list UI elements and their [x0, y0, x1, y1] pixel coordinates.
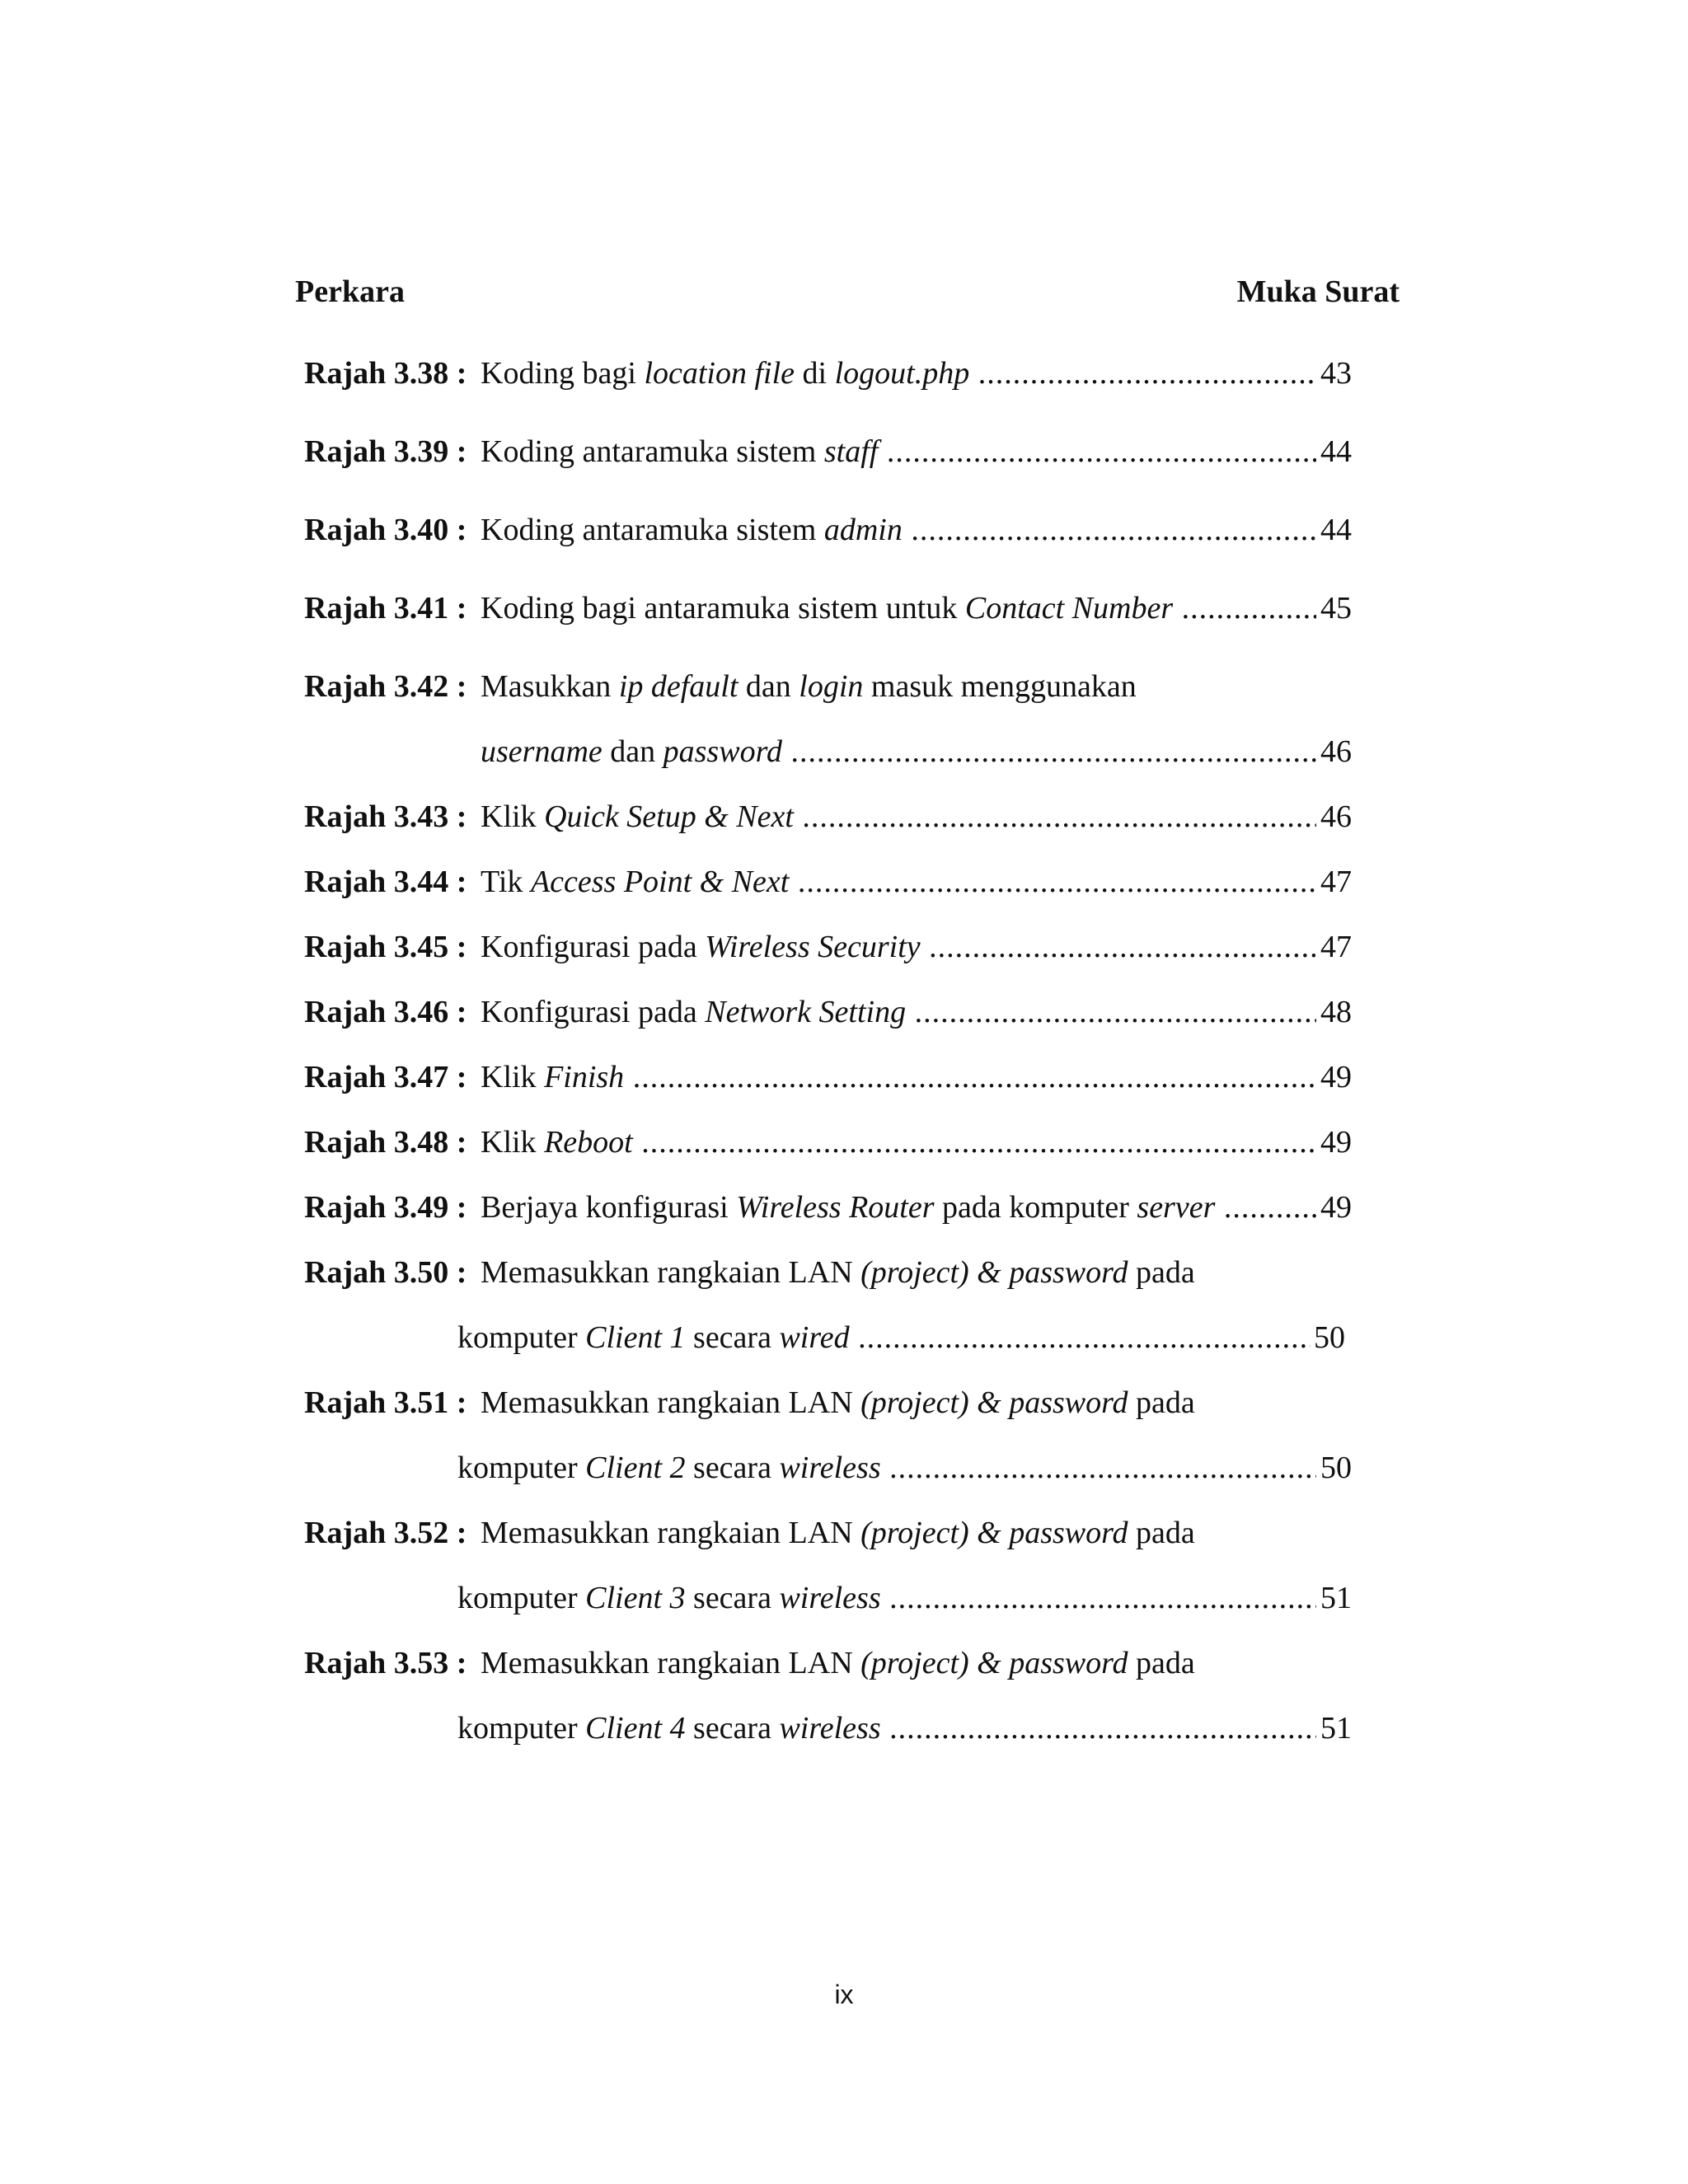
title-text: pada	[1128, 1646, 1195, 1680]
page-reference: 47	[1320, 865, 1352, 899]
figure-title	[481, 857, 1316, 907]
toc-entry	[0, 1118, 1688, 1183]
header-muka-surat: Muka Surat	[1236, 274, 1400, 309]
title-text: dan	[602, 734, 663, 769]
italic-term: password	[663, 734, 782, 769]
italic-term: Quick Setup & Next	[544, 799, 794, 834]
toc-entry	[0, 922, 1688, 987]
figure-label: Rajah 3.44 :	[304, 865, 467, 899]
italic-term: wireless	[779, 1451, 881, 1485]
page-reference: 51	[1320, 1711, 1352, 1746]
figure-title	[481, 727, 1316, 776]
figure-title	[481, 922, 1316, 972]
italic-term: Client 4	[585, 1711, 686, 1746]
toc-entry	[0, 583, 1688, 662]
toc-entry	[0, 1052, 1688, 1118]
italic-term: Finish	[544, 1060, 625, 1094]
page-reference: 44	[1320, 513, 1352, 547]
figure-label: Rajah 3.46 :	[304, 995, 467, 1029]
italic-term: wireless	[779, 1711, 881, 1746]
figure-list	[0, 349, 1688, 1769]
title-text: Memasukkan rangkaian LAN	[481, 1516, 861, 1550]
figure-label: Rajah 3.39 :	[304, 434, 467, 469]
toc-entry	[0, 505, 1688, 583]
toc-entry	[0, 987, 1688, 1052]
figure-title	[457, 1313, 1311, 1362]
page-reference: 46	[1320, 734, 1352, 769]
title-text: komputer	[457, 1320, 586, 1355]
figure-title	[481, 987, 1316, 1037]
figure-label: Rajah 3.52 :	[304, 1516, 467, 1550]
toc-entry	[0, 1638, 1688, 1769]
italic-term: wired	[779, 1320, 850, 1355]
toc-line	[0, 505, 1688, 583]
figure-label: Rajah 3.41 :	[304, 591, 467, 626]
title-text: dan	[738, 669, 799, 704]
page-reference: 50	[1314, 1320, 1345, 1355]
figure-title	[481, 1118, 1316, 1167]
toc-entry	[0, 1183, 1688, 1248]
italic-term: (project) & password	[860, 1255, 1128, 1290]
title-text: Konfigurasi pada	[481, 995, 706, 1029]
title-text: pada komputer	[934, 1190, 1137, 1225]
italic-term: Client 2	[585, 1451, 686, 1485]
title-text: Berjaya konfigurasi	[481, 1190, 737, 1225]
italic-term: location file	[644, 356, 795, 391]
italic-term: server	[1137, 1190, 1216, 1225]
figure-title	[481, 662, 1137, 711]
toc-entry	[0, 1248, 1688, 1378]
italic-term: admin	[823, 513, 903, 547]
title-text: secara	[685, 1451, 780, 1485]
figure-title	[457, 1443, 1316, 1493]
page-reference: 49	[1320, 1060, 1352, 1094]
page-reference: 44	[1320, 434, 1352, 469]
toc-entry	[0, 792, 1688, 857]
toc-line	[0, 1248, 1688, 1313]
title-text: secara	[685, 1711, 780, 1746]
italic-term: wireless	[779, 1581, 881, 1615]
figure-label: Rajah 3.38 :	[304, 356, 467, 391]
toc-line	[0, 662, 1688, 727]
italic-term: Wireless Router	[736, 1190, 935, 1225]
title-text: pada	[1128, 1255, 1195, 1290]
figure-title	[481, 1508, 1195, 1558]
title-text: pada	[1128, 1516, 1195, 1550]
figure-title	[481, 792, 1316, 841]
title-text: Memasukkan rangkaian LAN	[481, 1255, 861, 1290]
page-reference: 43	[1320, 356, 1352, 391]
toc-line	[0, 1052, 1688, 1118]
toc-line	[0, 1118, 1688, 1183]
italic-term: Network Setting	[705, 995, 907, 1029]
title-text: komputer	[457, 1451, 586, 1485]
italic-term: (project) & password	[860, 1385, 1128, 1420]
figure-title	[481, 1052, 1316, 1102]
italic-term: Client 3	[585, 1581, 686, 1615]
toc-line	[0, 349, 1688, 427]
figure-label: Rajah 3.47 :	[304, 1060, 467, 1094]
toc-header	[295, 274, 1400, 315]
page-number: ix	[834, 1980, 854, 2009]
title-text: Koding bagi	[481, 356, 645, 391]
figure-title	[481, 1248, 1195, 1297]
italic-term: staff	[823, 434, 879, 469]
figure-label: Rajah 3.40 :	[304, 513, 467, 547]
toc-entry	[0, 349, 1688, 427]
page-reference: 47	[1320, 930, 1352, 964]
figure-label: Rajah 3.53 :	[304, 1646, 467, 1680]
page-reference: 49	[1320, 1190, 1352, 1225]
toc-line	[0, 427, 1688, 505]
title-text: Klik	[481, 1125, 545, 1160]
toc-line	[0, 1638, 1688, 1704]
toc-line	[0, 727, 1688, 792]
title-text: komputer	[457, 1711, 586, 1746]
title-text: secara	[685, 1320, 780, 1355]
italic-term: username	[481, 734, 603, 769]
figure-title	[481, 349, 1316, 398]
figure-title	[481, 1183, 1316, 1232]
title-text: di	[795, 356, 835, 391]
italic-term: Reboot	[544, 1125, 633, 1160]
page-reference: 45	[1320, 591, 1352, 626]
figure-title	[481, 583, 1316, 633]
title-text: Konfigurasi pada	[481, 930, 706, 964]
page-reference: 51	[1320, 1581, 1352, 1615]
title-text: Tik	[481, 865, 531, 899]
title-text: pada	[1128, 1385, 1195, 1420]
toc-line	[0, 1183, 1688, 1248]
figure-label: Rajah 3.49 :	[304, 1190, 467, 1225]
toc-entry	[0, 427, 1688, 505]
italic-term: logout.php	[834, 356, 970, 391]
title-text: secara	[685, 1581, 780, 1615]
toc-line	[0, 857, 1688, 922]
figure-label: Rajah 3.42 :	[304, 669, 467, 704]
page-reference: 50	[1320, 1451, 1352, 1485]
italic-term: Access Point & Next	[530, 865, 790, 899]
title-text: Koding antaramuka sistem	[481, 513, 824, 547]
title-text: Klik	[481, 799, 545, 834]
italic-term: login	[799, 669, 864, 704]
figure-title	[457, 1573, 1316, 1623]
toc-entry	[0, 1378, 1688, 1508]
figure-title	[457, 1704, 1316, 1753]
italic-term: Wireless Security	[705, 930, 921, 964]
toc-line	[0, 583, 1688, 662]
toc-line	[0, 987, 1688, 1052]
figure-label: Rajah 3.45 :	[304, 930, 467, 964]
italic-term: (project) & password	[860, 1646, 1128, 1680]
title-text: Koding bagi antaramuka sistem untuk	[481, 591, 965, 626]
toc-entry	[0, 1508, 1688, 1638]
italic-term: ip default	[618, 669, 738, 704]
toc-line	[0, 922, 1688, 987]
figure-label: Rajah 3.50 :	[304, 1255, 467, 1290]
title-text: komputer	[457, 1581, 586, 1615]
toc-line	[0, 1573, 1688, 1638]
page-reference: 49	[1320, 1125, 1352, 1160]
figure-label: Rajah 3.51 :	[304, 1385, 467, 1420]
title-text: Memasukkan rangkaian LAN	[481, 1646, 861, 1680]
toc-line	[0, 1443, 1688, 1508]
figure-label: Rajah 3.43 :	[304, 799, 467, 834]
figure-title	[481, 427, 1316, 476]
title-text: Koding antaramuka sistem	[481, 434, 824, 469]
italic-term: Client 1	[585, 1320, 686, 1355]
figure-title	[481, 1638, 1195, 1688]
toc-line	[0, 1508, 1688, 1573]
toc-line	[0, 1313, 1688, 1378]
figure-title	[481, 1378, 1195, 1427]
title-text: Memasukkan rangkaian LAN	[481, 1385, 861, 1420]
toc-line	[0, 1378, 1688, 1443]
title-text: Masukkan	[481, 669, 619, 704]
toc-entry	[0, 662, 1688, 792]
figure-label: Rajah 3.48 :	[304, 1125, 467, 1160]
figure-title	[481, 505, 1316, 555]
toc-line	[0, 1704, 1688, 1769]
page-reference: 46	[1320, 799, 1352, 834]
page-reference: 48	[1320, 995, 1352, 1029]
italic-term: Contact Number	[964, 591, 1174, 626]
italic-term: (project) & password	[860, 1516, 1128, 1550]
title-text: masuk menggunakan	[863, 669, 1137, 704]
toc-line	[0, 792, 1688, 857]
toc-entry	[0, 857, 1688, 922]
title-text: Klik	[481, 1060, 545, 1094]
header-perkara: Perkara	[295, 274, 405, 309]
